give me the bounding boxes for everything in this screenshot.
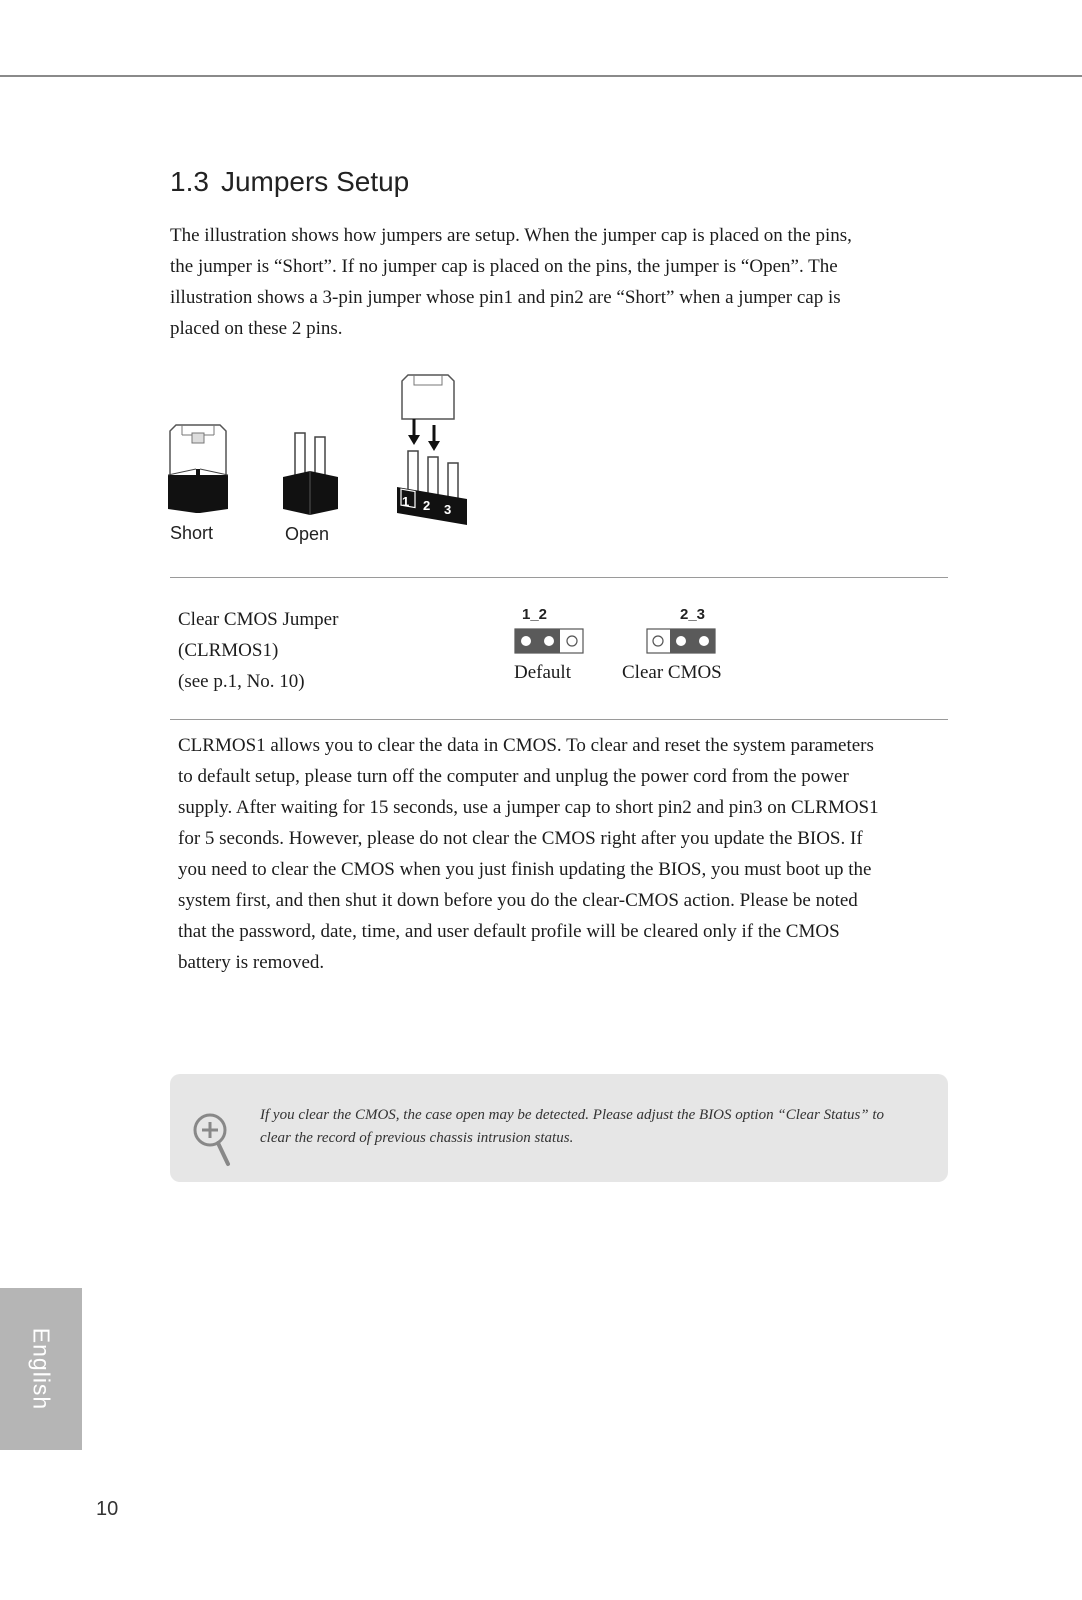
jumper-name-line: Clear CMOS Jumper <box>178 609 339 630</box>
note-box <box>170 1074 948 1182</box>
language-side-tab-label: English <box>28 1327 55 1411</box>
page-number: 10 <box>96 1498 119 1520</box>
pin-setting-default-graphic <box>514 628 584 654</box>
jumper-name-block <box>178 604 338 697</box>
language-side-tab <box>0 1288 82 1450</box>
pin-number-3: 3 <box>444 502 452 517</box>
pin-number-2: 2 <box>423 498 431 513</box>
jumper-diagram-graphic <box>168 373 488 533</box>
pin-number-1: 1 <box>402 494 410 509</box>
jumper-ref-line: (see p.1, No. 10) <box>178 671 305 692</box>
section-title <box>170 166 409 198</box>
note-text: If you clear the CMOS, the case open may be detected. Please adjust the BIOS option “Clear Status” to clear the record of previous chassis intrusion status. <box>260 1107 885 1146</box>
jumper-illustration <box>168 373 488 544</box>
open-jumper-graphic <box>283 433 338 515</box>
pin-setting-clear-graphic <box>646 628 716 654</box>
header-rule <box>0 75 1082 77</box>
short-label: Short <box>170 523 214 543</box>
table-rule-top <box>170 577 948 578</box>
open-label: Open <box>285 524 330 544</box>
clrmos-description: CLRMOS1 allows you to clear the data in CMOS. To clear and reset the system parameters to default setup, please turn off the computer and unplug the power cord from the power supply. After waiting for 15 seconds, use a jumper cap to short pin2 and pin3 on CLRMOS1 for 5 seconds. However, please do not clear the CMOS right after you update the BIOS. If you need to clear the CMOS when you just finish updating the BIOS, you must boot up the system first, and then shut it down before you do the clear-CMOS action. Please be noted that the password, date, time, and user default profile will be cleared only if the CMOS battery is removed. <box>178 735 879 973</box>
section-number: 1.3 <box>170 166 209 197</box>
pin-setting-label-clear: 2_3 <box>680 606 706 623</box>
pin-state-clear: Clear CMOS <box>622 662 722 683</box>
pin-setting-label-default: 1_2 <box>522 606 548 623</box>
short-jumper-graphic <box>168 425 228 513</box>
jumper-id-line: (CLRMOS1) <box>178 640 279 661</box>
three-pin-jumper-graphic <box>397 375 467 525</box>
magnifier-plus-icon <box>192 1112 232 1168</box>
intro-paragraph: The illustration shows how jumpers are setup. When the jumper cap is placed on the pins, the jumper is “Short”. If no jumper cap is placed on the pins, the jumper is “Open”. The illustration shows a 3-pin jumper whose pin1 and pin2 are “Short” when a jumper cap is placed on these 2 pins. <box>170 225 852 339</box>
pin-state-default: Default <box>514 662 571 683</box>
section-title-text: Jumpers Setup <box>220 166 410 197</box>
table-rule-bottom <box>170 719 948 720</box>
